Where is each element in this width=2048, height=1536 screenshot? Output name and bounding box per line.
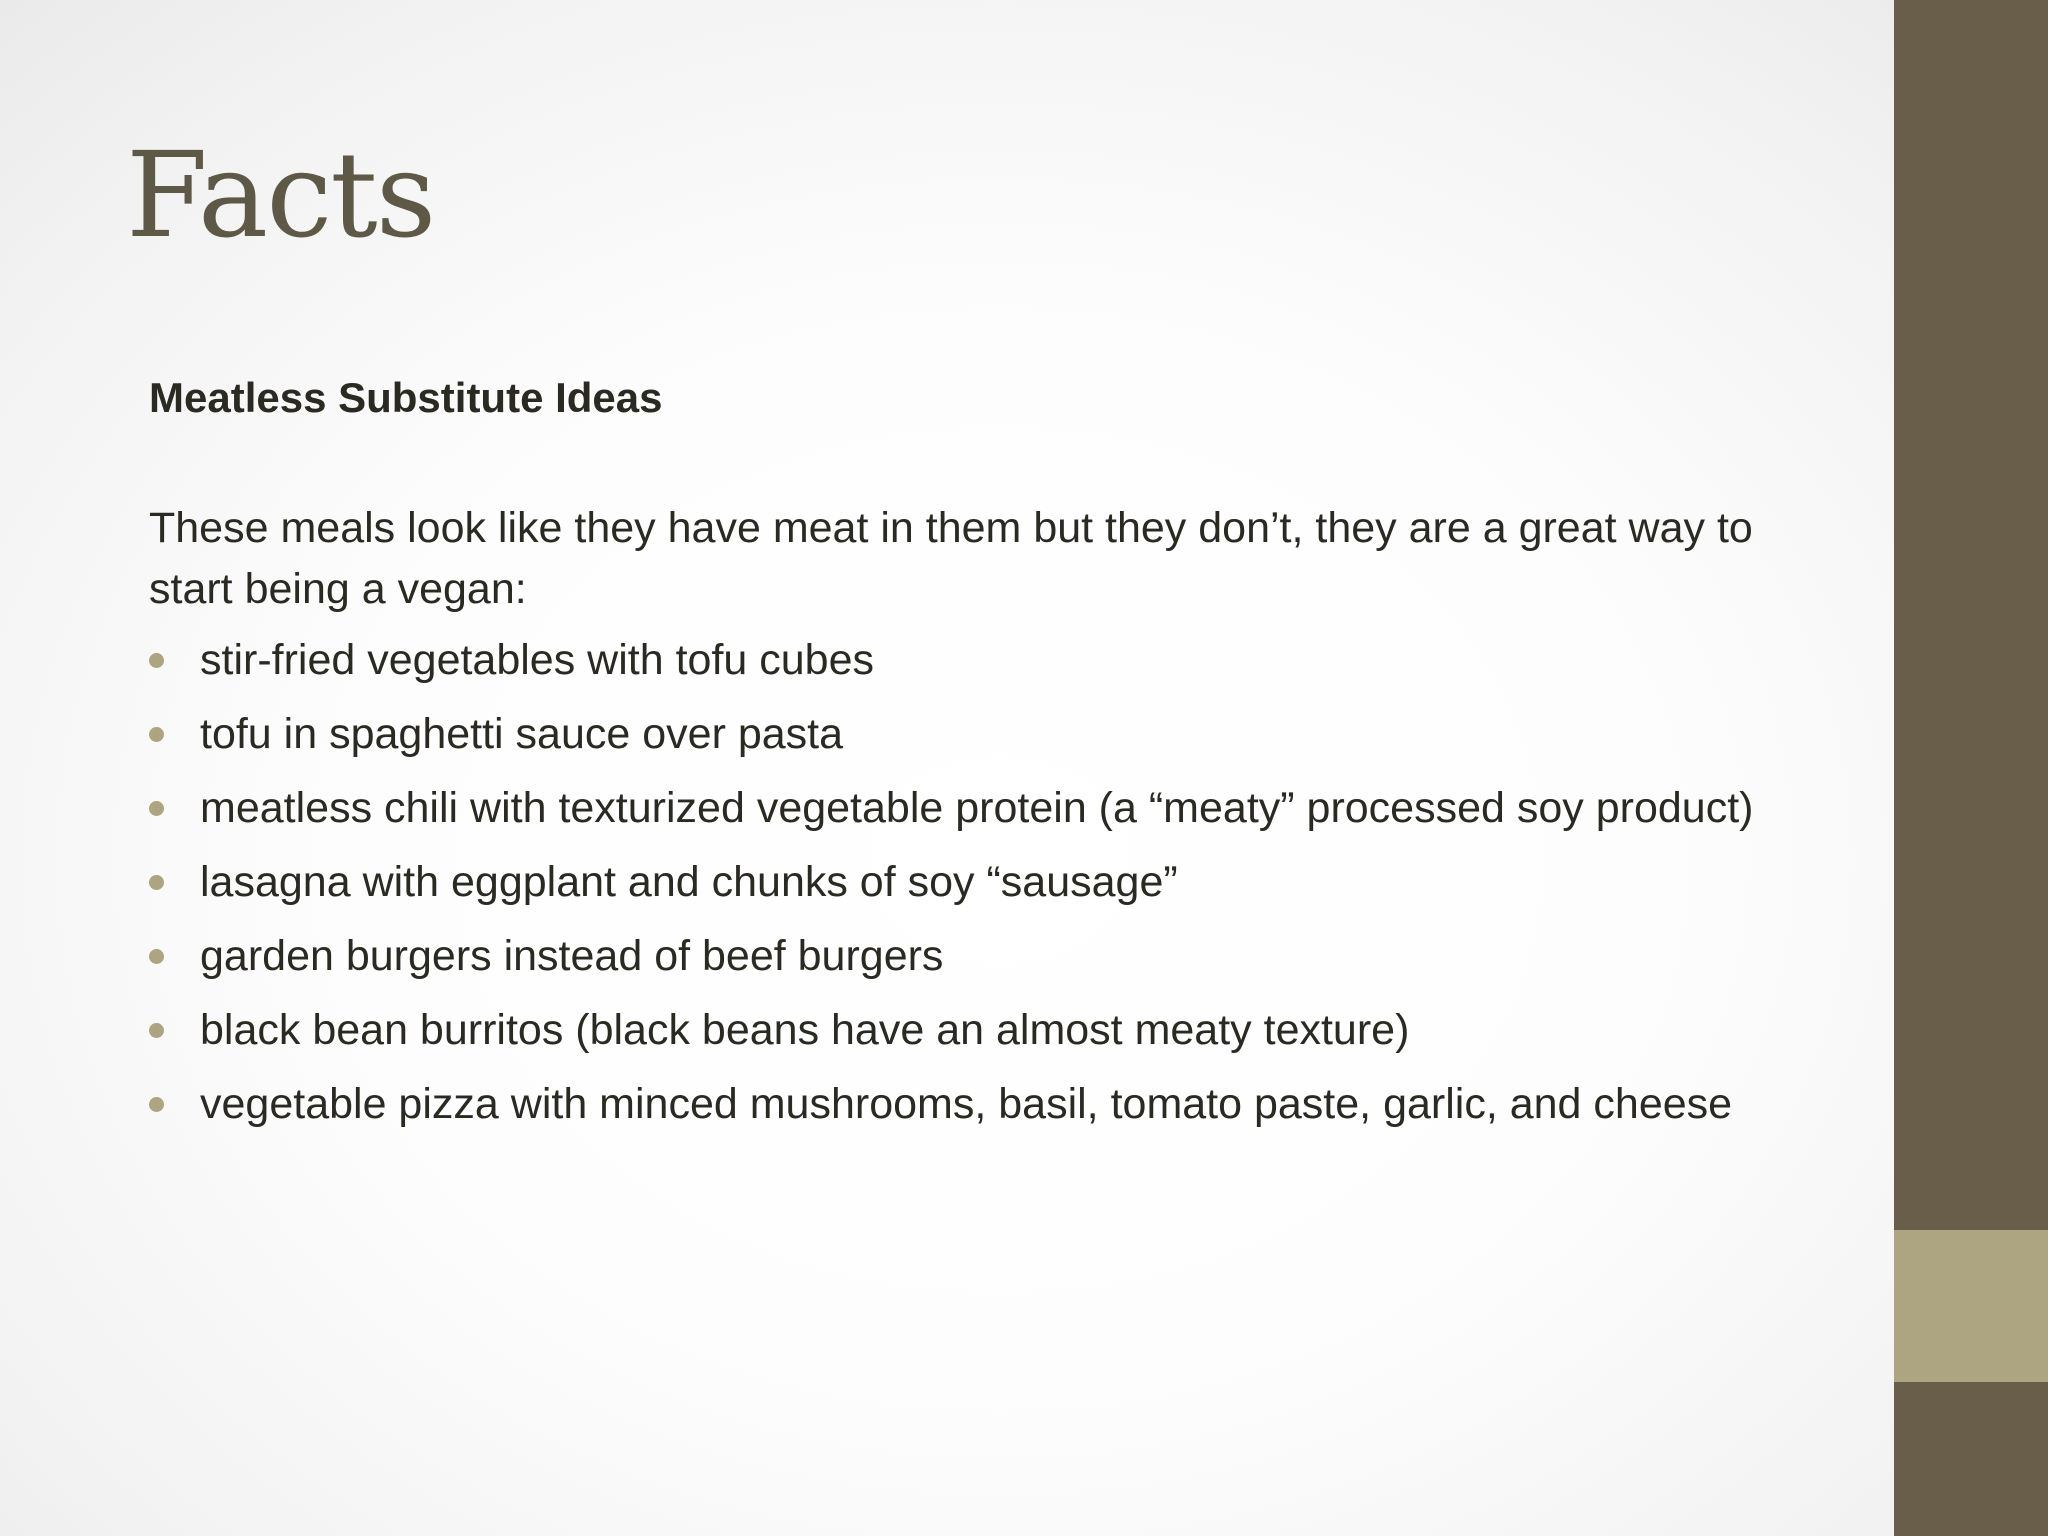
slide-title: Facts (126, 126, 435, 264)
bullet-list (149, 630, 1809, 1135)
list-item-text: garden burgers instead of beef burgers (200, 932, 944, 980)
sidebar-accent-block (1894, 1230, 2048, 1382)
intro-text: These meals look like they have meat in them but they don’t, they are a great way to start being a vegan: (149, 504, 1753, 613)
list-item (149, 630, 1809, 691)
list-item-text: lasagna with eggplant and chunks of soy “sausage” (200, 858, 1178, 906)
list-item-text: vegetable pizza with minced mushrooms, basil, tomato paste, garlic, and cheese (200, 1080, 1733, 1128)
bullet-icon (149, 727, 164, 742)
list-item (149, 1000, 1809, 1061)
list-item (149, 926, 1809, 987)
list-item (149, 1074, 1809, 1135)
list-item-text: tofu in spaghetti sauce over pasta (200, 710, 844, 758)
bullet-icon (149, 801, 164, 816)
list-item-text: black bean burritos (black beans have an almost meaty texture) (200, 1006, 1410, 1054)
bullet-icon (149, 1023, 164, 1038)
list-item-text: meatless chili with texturized vegetable protein (a “meaty” processed soy product) (200, 784, 1754, 832)
subheading: Meatless Substitute Ideas (149, 374, 663, 421)
list-item (149, 778, 1809, 839)
bullet-icon (149, 875, 164, 890)
bullet-icon (149, 653, 164, 668)
bullet-icon (149, 949, 164, 964)
slide-content (149, 368, 1809, 1148)
list-item (149, 704, 1809, 765)
list-item-text: stir-fried vegetables with tofu cubes (200, 636, 874, 684)
list-item (149, 852, 1809, 913)
bullet-icon (149, 1097, 164, 1112)
